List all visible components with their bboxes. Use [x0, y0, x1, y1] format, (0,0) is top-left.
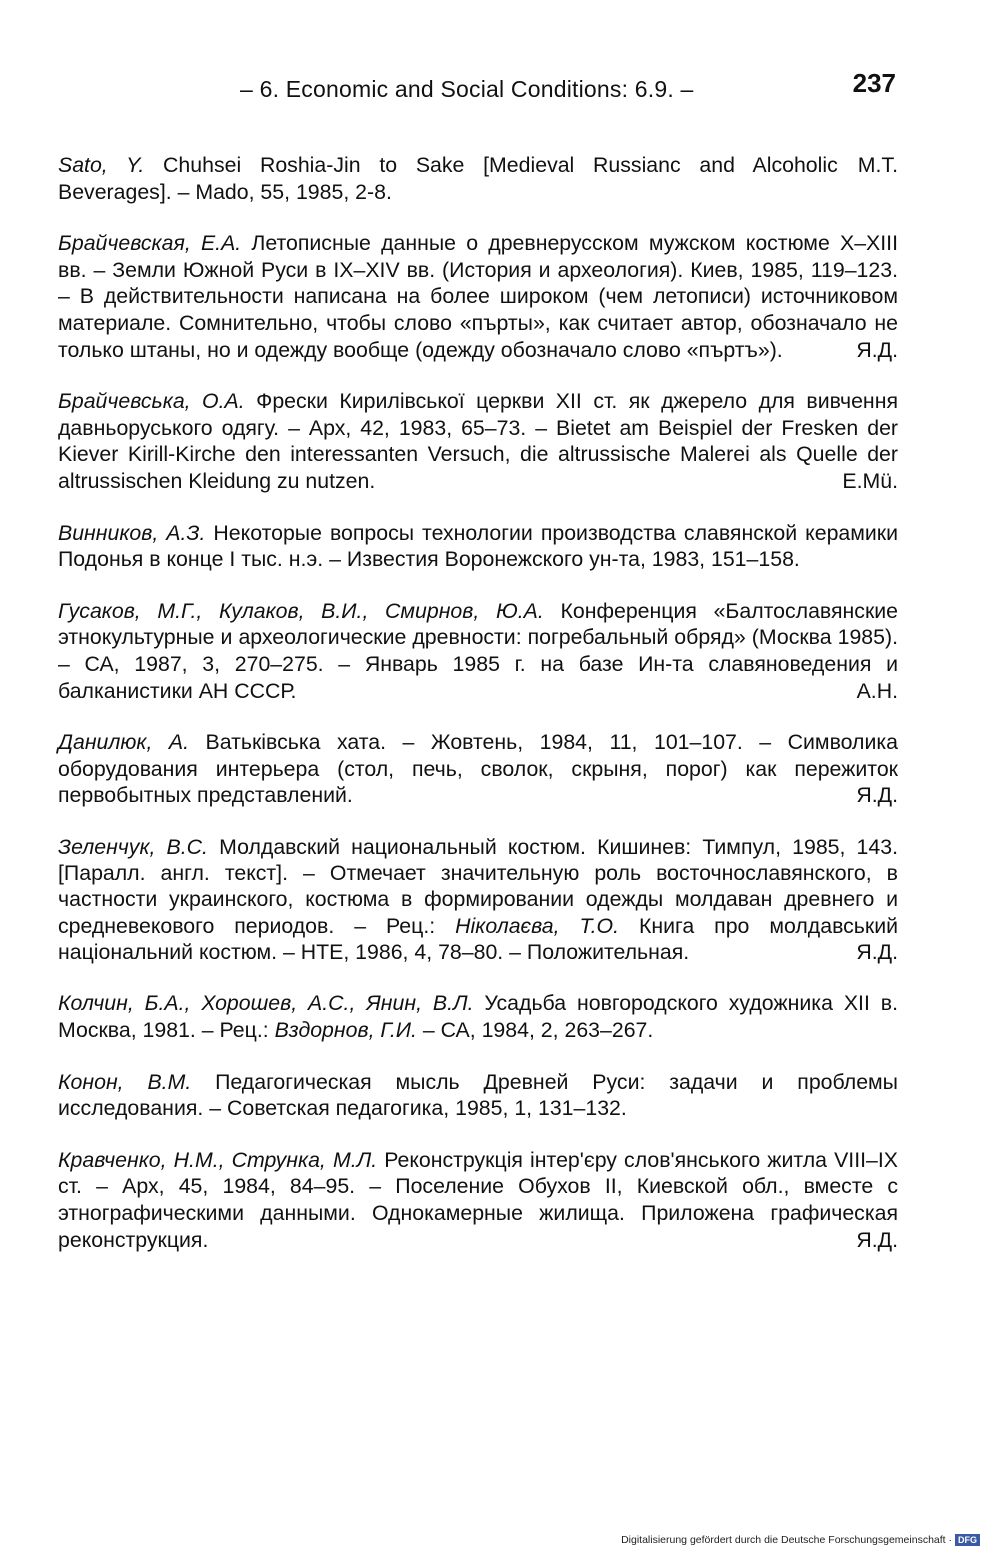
reviewer-initials: Я.Д.	[856, 1227, 898, 1252]
bibliography-entry	[58, 152, 898, 205]
entry-text: Летописные данные о древнерусском мужском костюме X–XIII вв. – Земли Южной Руси в IX–XIV вв. (История и археология). Киев, 1985, 119–123. – В действительности написана на более широком (чем летописи) источниковом материале. Сомнительно, чтобы слово «пърты», как считает автор, обозначало не только штаны, но и одежду вообще (одежду обозначало слово «пъртъ»).	[58, 231, 898, 362]
entry-text: Chuhsei Roshia-Jin to Sake [Medieval Russianc and Alcoholic Beverages]. – Mado, 55, 1985, 2-8.	[58, 153, 838, 204]
footer-text: Digitalisierung gefördert durch die Deutsche Forschungsgemeinschaft ·	[621, 1533, 952, 1546]
entry-text: Ватьківська хата. – Жовтень, 1984, 11, 101–107. – Символика оборудования интерьера (стол, печь, сволок, скрыня, порог) как пережиток первобытных представлений.	[58, 730, 898, 808]
entry-text: Фрески Кирилівської церкви XII ст. як джерело для вивчення давньоруського одягу. – Арх, 42, 1983, 65–73. – Bietet am Beispiel der Fresken der Kiever Kirill-Kirche den interessanten Versuch, die altrussische Malerei als Quelle der altrussischen Kleidung zu nutzen.	[58, 389, 898, 493]
bibliography-entry	[58, 598, 898, 704]
review-author: Вздорнов, Г.И.	[274, 1017, 417, 1042]
entry-author: Колчин, Б.А., Хорошев, А.С., Янин, В.Л.	[58, 991, 474, 1016]
entry-author: Данилюк, А.	[58, 730, 190, 755]
entry-text: Молдавский национальный костюм. Кишинев: Тимпул, 1985, 143. [Паралл. англ. текст]. – Отмечает значительную роль восточнославянского, в частности украинского, костюма в формировании одежды молдаван древнего и средневекового периодов. – Рец.:	[58, 834, 899, 938]
entry-author: Винников, А.З.	[58, 520, 206, 545]
review-author: Ніколаєва, Т.О.	[455, 913, 620, 938]
bibliography-entry	[58, 388, 898, 494]
entry-text-continued: – СА, 1984, 2, 263–267.	[416, 1017, 654, 1042]
page-header	[240, 68, 900, 108]
reviewer-initials: Я.Д.	[856, 337, 898, 362]
entry-text: Некоторые вопросы технологии производства славянской керамики Подонья в конце I тыс. н.э. – Известия Воронежского ун-та, 1983, 151–158.	[58, 520, 899, 572]
bibliography-entry	[58, 990, 898, 1043]
bibliography-entry	[58, 520, 898, 573]
bibliography-list	[58, 152, 898, 1278]
entry-author: Брайчевская, Е.А.	[58, 231, 242, 256]
entry-author: Конон, В.М.	[58, 1069, 192, 1094]
reviewer-initials: А.Н.	[856, 678, 898, 703]
running-header: – 6. Economic and Social Conditions: 6.9. –	[240, 76, 694, 102]
bibliography-entry	[58, 729, 898, 809]
reviewer-initials: Я.Д.	[856, 940, 898, 965]
entry-text: Усадьба новгородского художника XII в. Москва, 1981. – Рец.:	[58, 991, 898, 1042]
entry-text-continued: Книга про молдавський національний костюм. – НТЕ, 1986, 4, 78–80. – Положительная.	[58, 913, 899, 965]
reviewer-initials: M.T.	[857, 153, 898, 177]
bibliography-entry	[58, 1069, 898, 1122]
bibliography-entry	[58, 230, 898, 363]
bibliography-entry	[58, 1147, 898, 1253]
entry-text: Реконструкція інтер'єру слов'янського житла VIII–IX ст. – Арх, 45, 1984, 84–95. – Поселение Обухов II, Киевской обл., вместе с этнографическими данными. Однокамерные жилища. Приложена графическая реконструкция.	[58, 1147, 898, 1252]
digitization-footer	[621, 1534, 980, 1546]
reviewer-initials: Я.Д.	[856, 783, 898, 808]
entry-author: Зеленчук, В.С.	[58, 834, 208, 859]
entry-author: Кравченко, Н.М., Струнка, М.Л.	[58, 1147, 378, 1172]
entry-text: Педагогическая мысль Древней Руси: задачи и проблемы исследования. – Советская педагогика, 1985, 1, 131–132.	[58, 1069, 898, 1121]
entry-text: Конференция «Балтославянские этнокультурные и археологические древности: погребальный обряд» (Москва 1985). – СА, 1987, 3, 270–275. – Январь 1985 г. на базе Ин-та славяноведения и балканистики АН СССР.	[58, 598, 899, 703]
reviewer-initials: E.Mü.	[842, 468, 898, 493]
bibliography-entry	[58, 834, 898, 965]
page-number: 237	[852, 68, 896, 98]
entry-author: Брайчевська, О.А.	[58, 389, 245, 414]
entry-author: Sato, Y.	[58, 153, 145, 177]
dfg-logo: DFG	[955, 1534, 980, 1546]
entry-author: Гусаков, М.Г., Кулаков, В.И., Смирнов, Ю.А.	[58, 598, 544, 623]
